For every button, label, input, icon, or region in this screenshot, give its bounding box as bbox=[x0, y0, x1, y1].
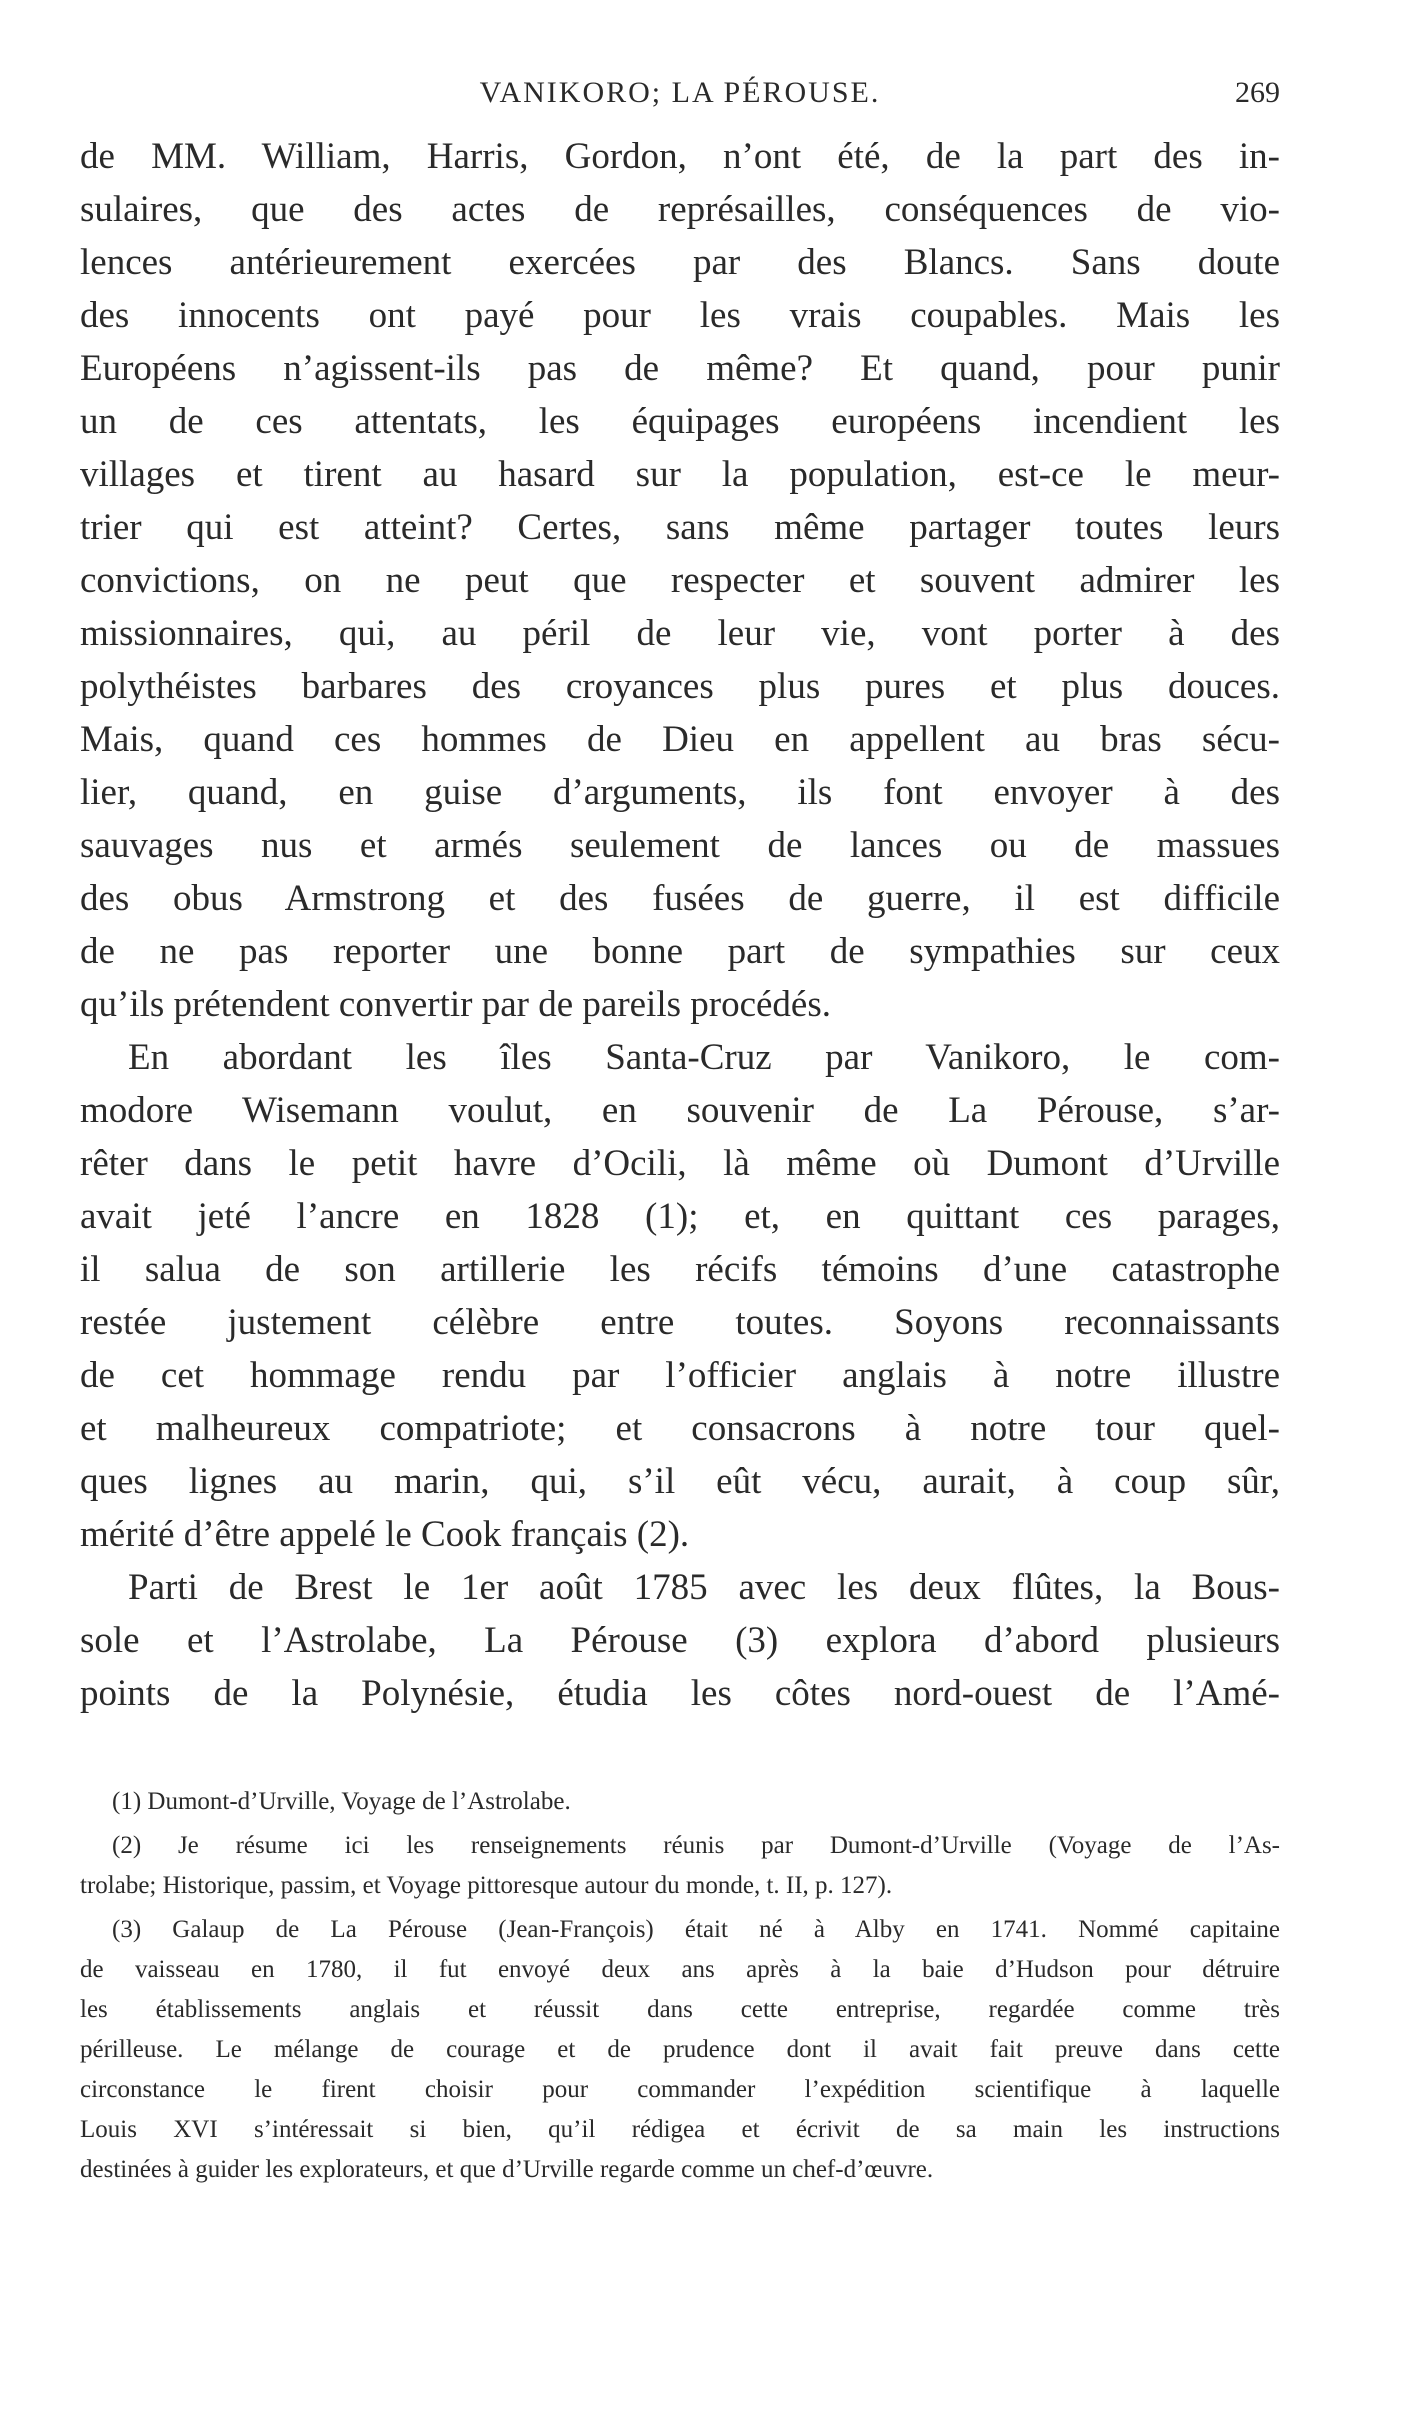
paragraph-end-line: qu’ils prétendent convertir par de pareils procédés. bbox=[80, 984, 832, 1025]
footnote-3-line: Louis XVI s’intéressait si bien, qu’il rédigea et écrivit de sa main les instructions bbox=[80, 2116, 1280, 2143]
text-line: de cet hommage rendu par l’officier anglais à notre illustre bbox=[80, 1355, 1280, 1396]
text-line: restée justement célèbre entre toutes. Soyons reconnaissants bbox=[80, 1302, 1280, 1343]
text-line: un de ces attentats, les équipages européens incendient les bbox=[80, 401, 1280, 442]
page-number: 269 bbox=[1235, 76, 1280, 109]
text-line: sole et l’Astrolabe, La Pérouse (3) explora d’abord plusieurs bbox=[80, 1620, 1280, 1661]
text-line: de ne pas reporter une bonne part de sympathies sur ceux bbox=[80, 931, 1280, 972]
text-line: ques lignes au marin, qui, s’il eût vécu, aurait, à coup sûr, bbox=[80, 1461, 1280, 1502]
footnotes bbox=[80, 1782, 1280, 2190]
text-line: lences antérieurement exercées par des Blancs. Sans doute bbox=[80, 242, 1280, 283]
paragraph-end-line: mérité d’être appelé le Cook français (2). bbox=[80, 1514, 690, 1555]
text-line: lier, quand, en guise d’arguments, ils font envoyer à des bbox=[80, 772, 1280, 813]
footnote-3-line: destinées à guider les explorateurs, et que d’Urville regarde comme un chef-d’œuvre. bbox=[80, 2156, 934, 2183]
text-line: et malheureux compatriote; et consacrons à notre tour quel- bbox=[80, 1408, 1280, 1449]
text-line: villages et tirent au hasard sur la population, est-ce le meur- bbox=[80, 454, 1280, 495]
text-line: modore Wisemann voulut, en souvenir de La Pérouse, s’ar- bbox=[80, 1090, 1280, 1131]
text-line: des obus Armstrong et des fusées de guerre, il est difficile bbox=[80, 878, 1280, 919]
text-line: il salua de son artillerie les récifs témoins d’une catastrophe bbox=[80, 1249, 1280, 1290]
text-line: Mais, quand ces hommes de Dieu en appellent au bras sécu- bbox=[80, 719, 1280, 760]
text-line: sauvages nus et armés seulement de lances ou de massues bbox=[80, 825, 1280, 866]
text-line: sulaires, que des actes de représailles, conséquences de vio- bbox=[80, 189, 1280, 230]
text-line: avait jeté l’ancre en 1828 (1); et, en quittant ces parages, bbox=[80, 1196, 1280, 1237]
footnote-3-line: périlleuse. Le mélange de courage et de prudence dont il avait fait preuve dans cette bbox=[80, 2036, 1280, 2063]
footnote-3-line: circonstance le firent choisir pour commander l’expédition scientifique à laquelle bbox=[80, 2076, 1280, 2103]
text-line: convictions, on ne peut que respecter et souvent admirer les bbox=[80, 560, 1280, 601]
text-line: points de la Polynésie, étudia les côtes nord-ouest de l’Amé- bbox=[80, 1673, 1280, 1714]
paragraph-start-line: Parti de Brest le 1er août 1785 avec les deux flûtes, la Bous- bbox=[128, 1567, 1280, 1608]
footnote-3-line: (3) Galaup de La Pérouse (Jean-François) était né à Alby en 1741. Nommé capitaine bbox=[112, 1916, 1280, 1943]
text-line: polythéistes barbares des croyances plus pures et plus douces. bbox=[80, 666, 1280, 707]
footnote-1: (1) Dumont-d’Urville, Voyage de l’Astrolabe. bbox=[112, 1788, 571, 1815]
main-text bbox=[80, 130, 1280, 1720]
running-title: VANIKORO; LA PÉROUSE. bbox=[479, 76, 881, 109]
text-line: des innocents ont payé pour les vrais coupables. Mais les bbox=[80, 295, 1280, 336]
paragraph-start-line: En abordant les îles Santa-Cruz par Vanikoro, le com- bbox=[128, 1037, 1280, 1078]
text-line: trier qui est atteint? Certes, sans même partager toutes leurs bbox=[80, 507, 1280, 548]
text-line: Européens n’agissent-ils pas de même? Et quand, pour punir bbox=[80, 348, 1280, 389]
footnote-2-line: trolabe; Historique, passim, et Voyage pittoresque autour du monde, t. II, p. 127). bbox=[80, 1872, 893, 1899]
footnote-3-line: les établissements anglais et réussit dans cette entreprise, regardée comme très bbox=[80, 1996, 1280, 2023]
text-line: missionnaires, qui, au péril de leur vie, vont porter à des bbox=[80, 613, 1280, 654]
footnote-3-line: de vaisseau en 1780, il fut envoyé deux ans après à la baie d’Hudson pour détruire bbox=[80, 1956, 1280, 1983]
text-line: de MM. William, Harris, Gordon, n’ont été, de la part des in- bbox=[80, 136, 1280, 177]
text-line: rêter dans le petit havre d’Ocili, là même où Dumont d’Urville bbox=[80, 1143, 1280, 1184]
footnote-2-line: (2) Je résume ici les renseignements réunis par Dumont-d’Urville (Voyage de l’As- bbox=[112, 1832, 1280, 1859]
page-header bbox=[80, 76, 1280, 116]
